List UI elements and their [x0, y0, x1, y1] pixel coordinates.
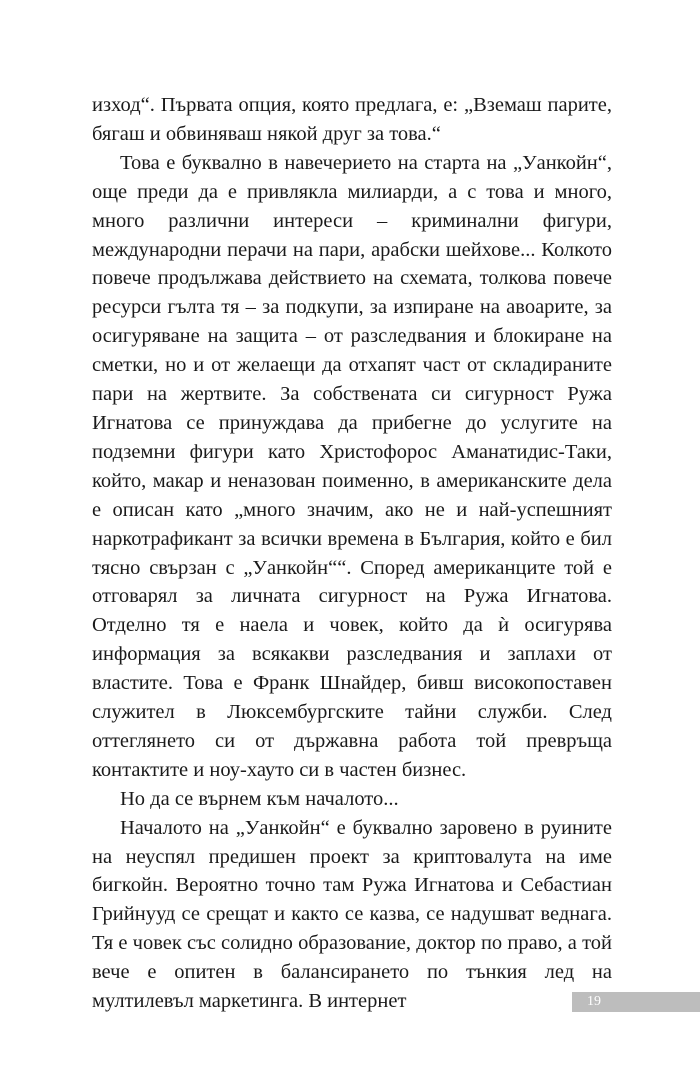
paragraph: Това е буквално в навечерието на старта на „Уанкойн“, още преди да е привлякла милиарди, а с това и много, много различни интереси – криминални фигури, международни перачи на пари, арабски шейхове... Колкото повече продължава действието на схемата, толкова повече ресурси гълта тя – за подкупи, за изпиране на авоарите, за осигуряване на защита – от разследвания и блокиране на сметки, но и от желаещи да отхапят част от складираните пари на жертвите. За собствената си сигурност Ружа Игнатова се принуждава да прибегне до услугите на подземни фигури като Христофорос Аманатидис-Таки, който, макар и неназован поименно, в американските дела е описан като „много значим, ако не и най-успешният наркотрафикант за всички времена в България, който е бил тясно свързан с „Уанкойн““. Според американците той е отговарял за личната сигурност на Ружа Игнатова. Отделно тя е наела и човек, който да ѝ осигурява информация за всякакви разследвания и заплахи от властите. Това е Франк Шнайдер, бивш високопоставен служител в Люксембургските тайни служби. След оттеглянето си от държавна работа той превръща контактите и ноу-хауто си в частен бизнес.	[92, 151, 612, 781]
page-number: 19	[587, 994, 601, 1009]
paragraph-continuation: изход“. Първата опция, която предлага, е: „Вземаш парите, бягаш и обвиняваш някой друг за това.“	[92, 94, 612, 145]
paragraph: Началото на „Уанкойн“ е буквално заровено в руините на неуспял предишен проект за криптовалута на име бигкойн. Вероятно точно там Ружа Игнатова и Себастиан Грийнууд се срещат и както се казва, се надушват веднага. Тя е човек със солидно образование, доктор по право, а той вече е опитен в балансирането по тънкия лед на мултилевъл маркетинга. В интернет	[92, 816, 612, 1013]
body-text	[92, 91, 612, 1016]
paragraph: Но да се върнем към началото...	[120, 787, 399, 810]
page-number-bar	[572, 992, 700, 1012]
